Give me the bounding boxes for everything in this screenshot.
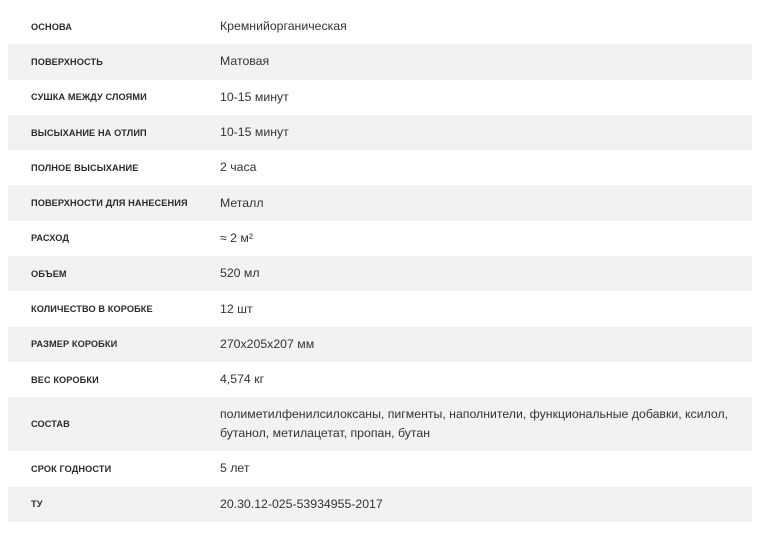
spec-label: ПОВЕРХНОСТИ ДЛЯ НАНЕСЕНИЯ <box>31 198 188 209</box>
spec-value: 10-15 минут <box>220 89 289 104</box>
specifications-table <box>8 9 752 522</box>
spec-value: 270x205x207 мм <box>220 336 315 351</box>
spec-label: ОБЪЕМ <box>31 268 67 279</box>
spec-value: 20.30.12-025-53934955-2017 <box>220 496 383 511</box>
spec-row-surface <box>8 44 752 79</box>
spec-row-drying-between-coats <box>8 80 752 115</box>
spec-row-touch-dry <box>8 115 752 150</box>
spec-label: СРОК ГОДНОСТИ <box>31 463 112 474</box>
spec-label: ВЫСЫХАНИЕ НА ОТЛИП <box>31 127 147 138</box>
spec-row-box-weight <box>8 362 752 397</box>
spec-value: Матовая <box>220 54 270 69</box>
spec-value: 2 часа <box>220 160 257 175</box>
spec-row-tech-spec <box>8 487 752 522</box>
spec-label: КОЛИЧЕСТВО В КОРОБКЕ <box>31 304 153 315</box>
spec-label: ПОЛНОЕ ВЫСЫХАНИЕ <box>31 162 139 173</box>
spec-row-shelf-life <box>8 451 752 486</box>
spec-value: Металл <box>220 195 264 210</box>
spec-value: 520 мл <box>220 266 260 281</box>
spec-label: ТУ <box>31 499 43 510</box>
spec-row-coverage <box>8 221 752 256</box>
spec-label: СУШКА МЕЖДУ СЛОЯМИ <box>31 92 147 103</box>
spec-value: 4,574 кг <box>220 372 265 387</box>
spec-row-base <box>8 9 752 44</box>
spec-row-full-dry <box>8 150 752 185</box>
spec-value: 10-15 минут <box>220 125 289 140</box>
spec-label: РАЗМЕР КОРОБКИ <box>31 339 118 350</box>
spec-value: Кремнийорганическая <box>220 19 347 34</box>
spec-row-application-surfaces <box>8 185 752 220</box>
spec-label: ВЕС КОРОБКИ <box>31 374 99 385</box>
spec-row-composition <box>8 397 752 451</box>
spec-value: 5 лет <box>220 461 250 476</box>
spec-value: ≈ 2 м² <box>220 230 253 245</box>
spec-row-box-size <box>8 327 752 362</box>
spec-value: полиметилфенилсилоксаны, пигменты, наполнители, функциональные добавки, ксилол, бутанол, метилацетат, пропан, бутан <box>220 407 729 441</box>
spec-label: ОСНОВА <box>31 21 72 32</box>
spec-label: СОСТАВ <box>31 419 70 430</box>
spec-label: ПОВЕРХНОСТЬ <box>31 56 103 67</box>
spec-row-quantity-per-box <box>8 291 752 326</box>
spec-label: РАСХОД <box>31 233 70 244</box>
spec-row-volume <box>8 256 752 291</box>
spec-value: 12 шт <box>220 301 253 316</box>
